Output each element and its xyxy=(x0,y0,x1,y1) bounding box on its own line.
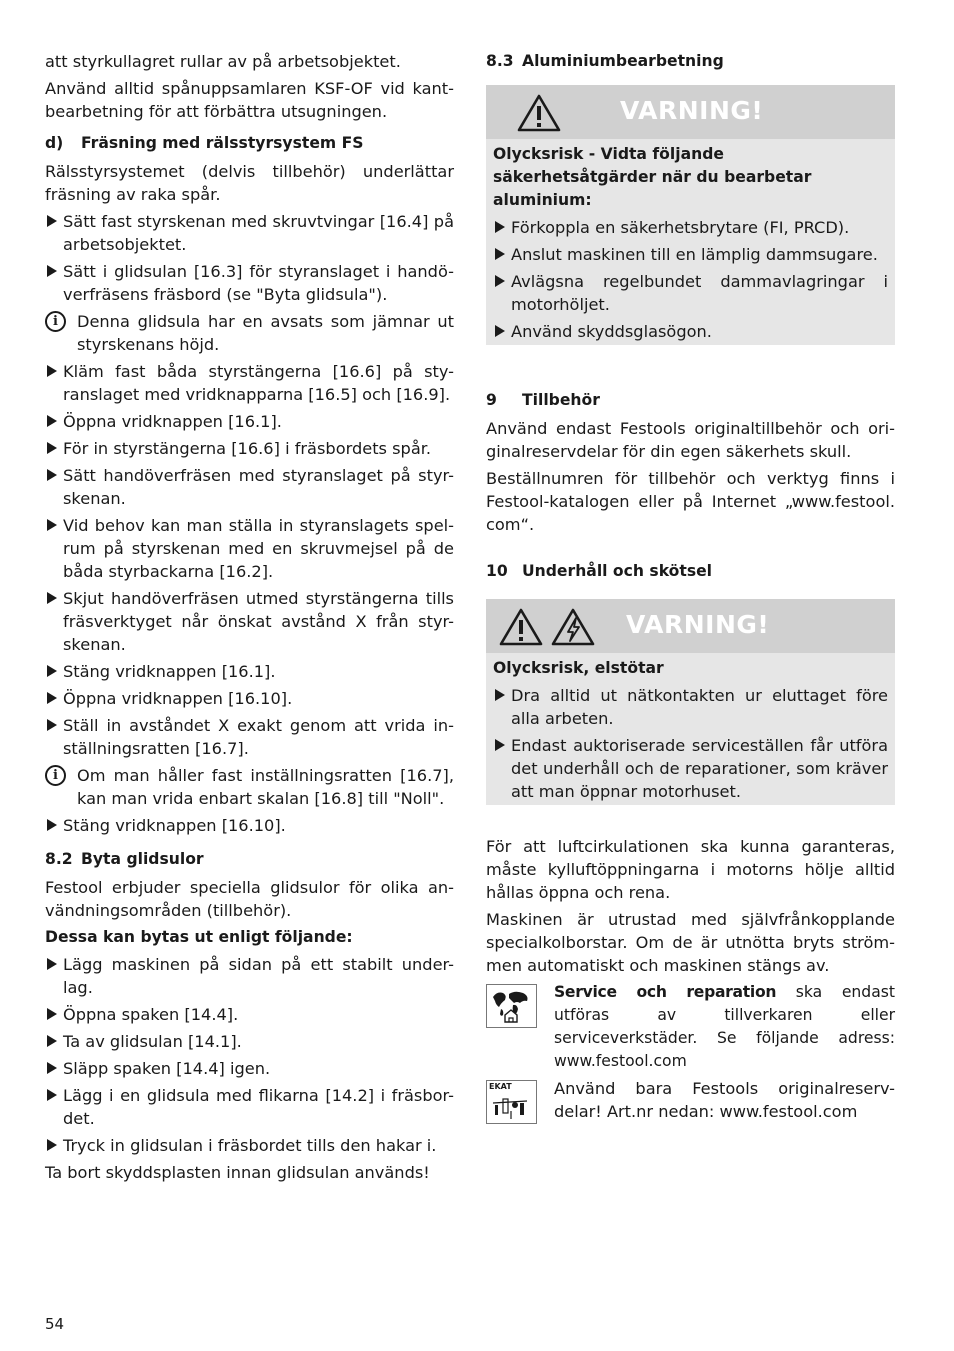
warning-header xyxy=(486,599,895,653)
list-item: Öppna spaken [14.4]. xyxy=(45,1003,454,1026)
warning-box-aluminium xyxy=(486,85,895,345)
list-item: För in styrstängerna [16.6] i fräsbordets spår. xyxy=(45,437,454,460)
paragraph: Maskinen är utrustad med självfrånkopplande specialkolborstar. Om de är utnötta bryts ström-men automatiskt och maskinen stängs av. xyxy=(486,910,895,975)
list-item: Stäng vridknappen [16.1]. xyxy=(45,660,454,683)
warning-title: VARNING! xyxy=(620,96,764,125)
list-item: Lägg i en glidsula med flikarna [14.2] i fräsbor-det. xyxy=(45,1084,454,1130)
list-item: Anslut maskinen till en lämplig dammsugare. xyxy=(493,243,888,266)
warning-title: VARNING! xyxy=(626,610,770,639)
list-item: Stäng vridknappen [16.10]. xyxy=(45,814,454,837)
arrow-icon xyxy=(495,248,505,260)
list-item: Vid behov kan man ställa in styranslagets spel-rum på styrskenan med en skruvmejsel på de båda styrbackarna [16.2]. xyxy=(45,514,454,583)
warning-heading: Olycksrisk - Vidta följande säkerhetsåtgärder när du bearbetar aluminium: xyxy=(493,145,812,209)
subsection-heading-d: d) Fräsning med rälsstyrsystem FS xyxy=(45,134,364,152)
page-number: 54 xyxy=(45,1315,65,1333)
warning-box-electric xyxy=(486,599,895,805)
warning-heading: Olycksrisk, elstötar xyxy=(493,659,664,677)
arrow-icon xyxy=(47,365,57,377)
warning-header xyxy=(486,85,895,139)
ekat-note: EKAT Använd bara Festools originalreserv-delar! Art.nr nedan: www.festool.com xyxy=(486,1077,895,1123)
arrow-icon xyxy=(47,469,57,481)
list-item: Sätt fast styrskenan med skruvtvingar [16.4] på arbetsobjektet. xyxy=(45,210,454,256)
arrow-icon xyxy=(47,415,57,427)
list-item: Sätt i glidsulan [16.3] för styranslaget i handö-verfräsens fräsbord (se "Byta glidsula"). xyxy=(45,260,454,306)
info-icon: i xyxy=(45,765,66,786)
list-item: Endast auktoriserade serviceställen får utföra det underhåll och de reparationer, som kräver att man öppnar motorhuset. xyxy=(493,734,888,803)
right-column xyxy=(486,50,895,1127)
ekat-icon: EKAT xyxy=(486,1080,537,1124)
section-heading-10: 10 Underhåll och skötsel xyxy=(486,562,713,580)
arrow-icon xyxy=(47,1089,57,1101)
info-note: i Om man håller fast inställningsratten [16.7], kan man vrida enbart skalan [16.8] till "Noll". xyxy=(45,764,454,810)
arrow-icon xyxy=(47,719,57,731)
list-item: Släpp spaken [14.4] igen. xyxy=(45,1057,454,1080)
arrow-icon xyxy=(47,958,57,970)
arrow-icon xyxy=(47,265,57,277)
list-item: Sätt handöverfräsen med styranslaget på styr-skenan. xyxy=(45,464,454,510)
arrow-icon xyxy=(495,221,505,233)
paragraph: Rälsstyrsystemet (delvis tillbehör) underlättar fräsning av raka spår. xyxy=(45,162,454,204)
arrow-icon xyxy=(47,1035,57,1047)
arrow-icon xyxy=(47,592,57,604)
list-item: Lägg maskinen på sidan på ett stabilt under-lag. xyxy=(45,953,454,999)
spare-parts-icon xyxy=(487,1081,536,1123)
info-icon: i xyxy=(45,311,66,332)
paragraph: Använd alltid spånuppsamlaren KSF-OF vid kant-bearbetning för att förbättra utsugningen. xyxy=(45,79,454,121)
list-item: Kläm fast båda styrstängerna [16.6] på sty-ranslaget med vridknapparna [16.5] och [16.9]. xyxy=(45,360,454,406)
paragraph: Festool erbjuder speciella glidsulor för olika an-vändningsområden (tillbehör). xyxy=(45,878,454,920)
world-map-icon xyxy=(487,985,536,1027)
paragraph: För att luftcirkulationen ska kunna garanteras, måste kylluftöppningarna i motorns hölje alltid hållas öppna och rena. xyxy=(486,837,895,902)
section-heading-9: 9 Tillbehör xyxy=(486,391,600,409)
arrow-icon xyxy=(495,325,505,337)
world-map-service-icon xyxy=(486,984,537,1028)
warning-triangle-icon xyxy=(498,607,544,647)
arrow-icon xyxy=(47,665,57,677)
info-note: i Denna glidsula har en avsats som jämnar ut styrskenans höjd. xyxy=(45,310,454,356)
arrow-icon xyxy=(47,1008,57,1020)
service-note: Service och reparation ska endast utföras av tillverkaren eller serviceverkstäder. Se följande adress: www.festool.com xyxy=(486,981,895,1073)
arrow-icon xyxy=(495,689,505,701)
paragraph: Ta bort skyddsplasten innan glidsulan används! xyxy=(45,1163,430,1182)
warning-body xyxy=(486,139,895,345)
arrow-icon xyxy=(47,519,57,531)
section-heading-8-3: 8.3 Aluminiumbearbetning xyxy=(486,52,724,70)
list-item: Förkoppla en säkerhetsbrytare (FI, PRCD). xyxy=(493,216,888,239)
arrow-icon xyxy=(47,692,57,704)
electric-hazard-icon xyxy=(550,607,596,647)
list-item: Avlägsna regelbundet dammavlagringar i motorhöljet. xyxy=(493,270,888,316)
paragraph: Beställnumren för tillbehör och verktyg finns i Festool-katalogen eller på Internet „www.festool. com“. xyxy=(486,469,895,534)
paragraph: att styrkullagret rullar av på arbetsobjektet. xyxy=(45,52,401,71)
warning-body xyxy=(486,653,895,805)
list-item: Ställ in avståndet X exakt genom att vrida in-ställningsratten [16.7]. xyxy=(45,714,454,760)
paragraph: Använd endast Festools originaltillbehör och ori-ginalreservdelar för din egen säkerhets skull. xyxy=(486,419,895,461)
arrow-icon xyxy=(47,1139,57,1151)
arrow-icon xyxy=(495,739,505,751)
list-item: Skjut handöverfräsen utmed styrstängerna tills fräsverktyget når önskat avstånd X från styr-skenan. xyxy=(45,587,454,656)
list-item: Ta av glidsulan [14.1]. xyxy=(45,1030,454,1053)
arrow-icon xyxy=(47,1062,57,1074)
list-item: Tryck in glidsulan i fräsbordet tills den hakar i. xyxy=(45,1134,454,1157)
arrow-icon xyxy=(47,215,57,227)
list-item: Öppna vridknappen [16.10]. xyxy=(45,687,454,710)
list-item: Dra alltid ut nätkontakten ur eluttaget före alla arbeten. xyxy=(493,684,888,730)
arrow-icon xyxy=(47,819,57,831)
warning-triangle-icon xyxy=(516,93,562,133)
arrow-icon xyxy=(495,275,505,287)
paragraph-bold: Dessa kan bytas ut enligt följande: xyxy=(45,928,353,946)
left-column xyxy=(45,50,454,1188)
list-item: Öppna vridknappen [16.1]. xyxy=(45,410,454,433)
section-heading-8-2: 8.2 Byta glidsulor xyxy=(45,850,204,868)
list-item: Använd skyddsglasögon. xyxy=(493,320,888,343)
arrow-icon xyxy=(47,442,57,454)
